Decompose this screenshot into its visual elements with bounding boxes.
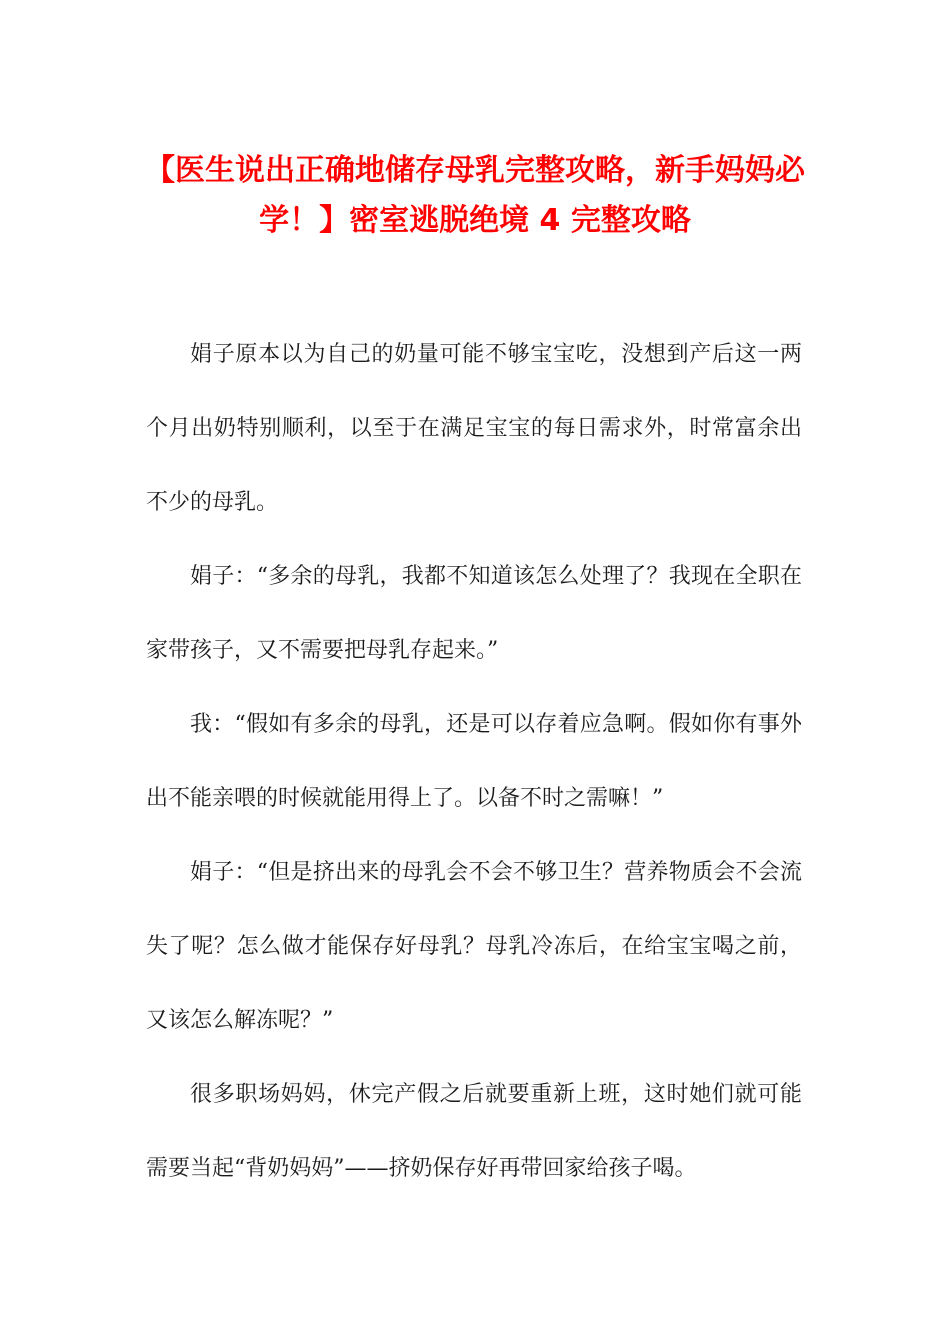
paragraph-5: 很多职场妈妈，休完产假之后就要重新上班，这时她们就可能需要当起“背奶妈妈”——挤奶保存好再带回家给孩子喝。 bbox=[146, 1082, 802, 1181]
document-body bbox=[146, 318, 802, 1206]
paragraph-3: 我：“假如有多余的母乳，还是可以存着应急啊。假如你有事外出不能亲喂的时候就能用得上了。以备不时之需嘛！” bbox=[146, 712, 802, 811]
paragraph-1: 娟子原本以为自己的奶量可能不够宝宝吃，没想到产后这一两个月出奶特别顺利，以至于在满足宝宝的每日需求外，时常富余出不少的母乳。 bbox=[146, 342, 802, 515]
paragraph-4: 娟子：“但是挤出来的母乳会不会不够卫生？营养物质会不会流失了呢？怎么做才能保存好母乳？母乳冷冻后，在给宝宝喝之前，又该怎么解冻呢？” bbox=[146, 860, 802, 1033]
document-title: 【医生说出正确地储存母乳完整攻略，新手妈妈必学！】密室逃脱绝境 4 完整攻略 bbox=[145, 153, 805, 238]
paragraph-2: 娟子：“多余的母乳，我都不知道该怎么处理了？我现在全职在家带孩子，又不需要把母乳存起来。” bbox=[146, 564, 802, 663]
